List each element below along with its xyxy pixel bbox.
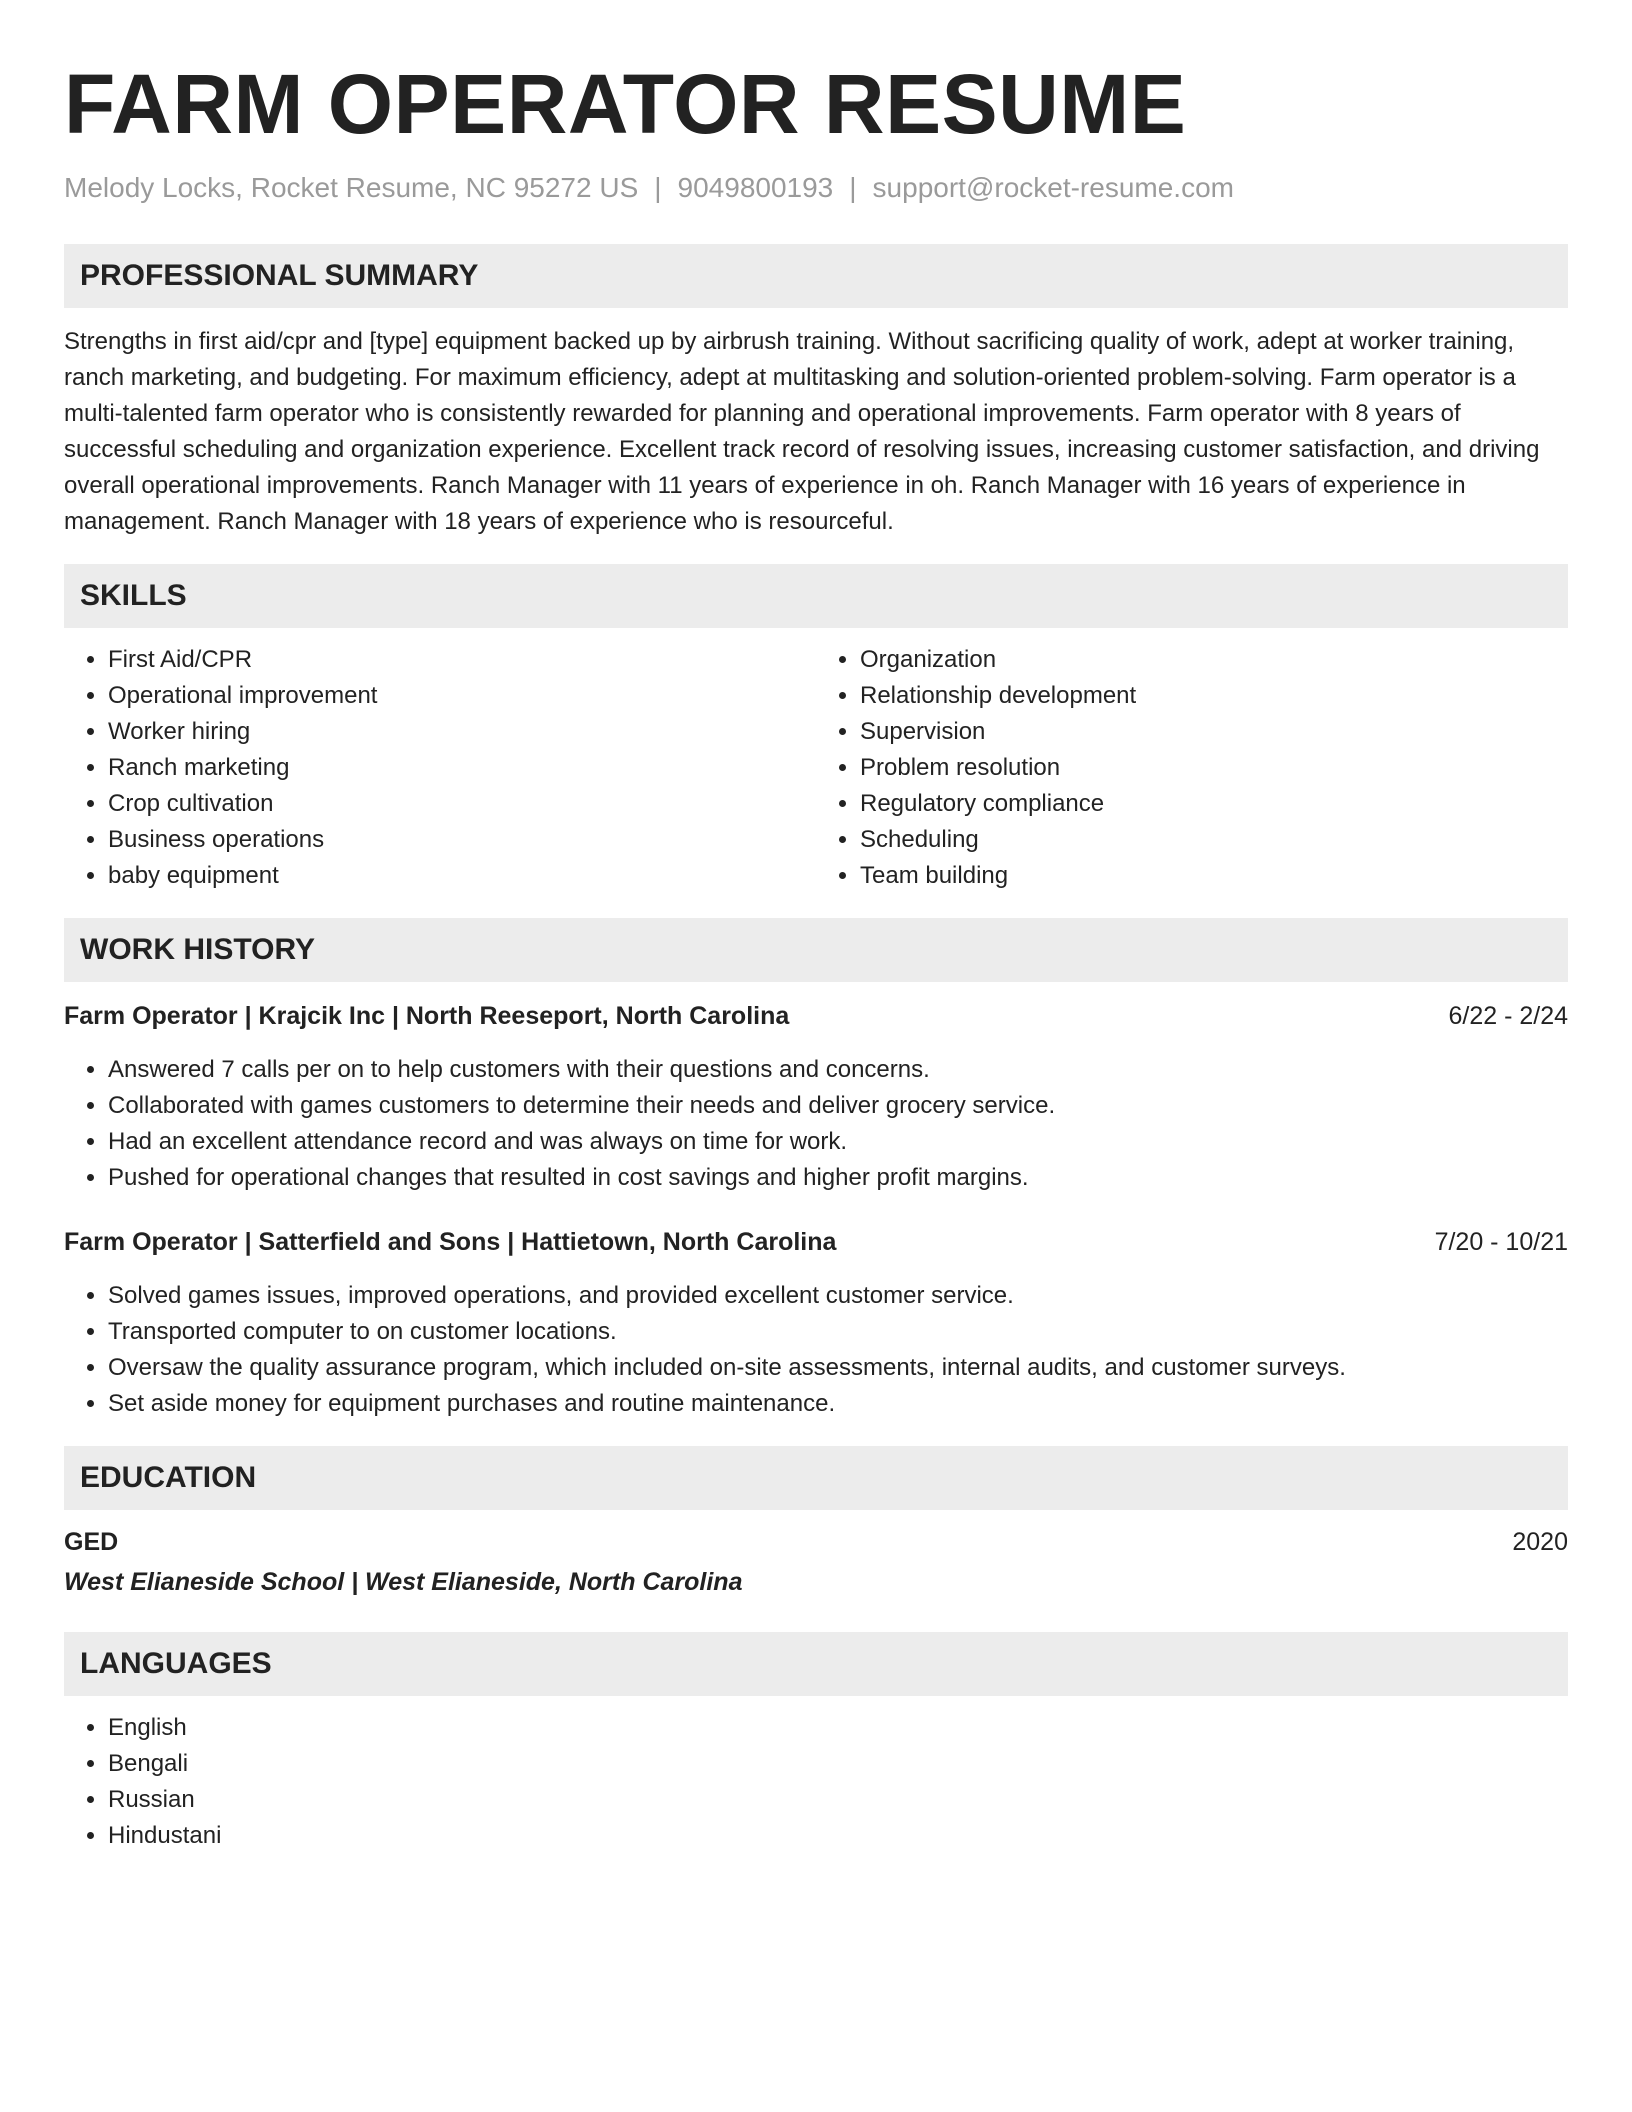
skill-item: • Scheduling xyxy=(860,822,1568,858)
job-bullets xyxy=(64,1278,1568,1422)
education-entry xyxy=(64,1524,1568,1600)
contact-line xyxy=(64,170,1568,206)
job-header xyxy=(64,998,1568,1034)
section-header-education: EDUCATION xyxy=(64,1446,1568,1510)
languages-list xyxy=(64,1710,1568,1854)
skill-item: • baby equipment xyxy=(108,858,816,894)
job-header xyxy=(64,1224,1568,1260)
job-entry xyxy=(64,1224,1568,1422)
skill-item: • Relationship development xyxy=(860,678,1568,714)
job-bullet: • Had an excellent attendance record and was always on time for work. xyxy=(108,1124,1568,1160)
skill-item: • Crop cultivation xyxy=(108,786,816,822)
skill-item: • Problem resolution xyxy=(860,750,1568,786)
contact-phone: 9049800193 xyxy=(677,172,834,203)
skill-item: • Operational improvement xyxy=(108,678,816,714)
job-bullet: • Transported computer to on customer locations. xyxy=(108,1314,1568,1350)
education-degree: GED xyxy=(64,1528,119,1556)
section-header-summary: PROFESSIONAL SUMMARY xyxy=(64,244,1568,308)
section-header-languages: LANGUAGES xyxy=(64,1632,1568,1696)
page-title: FARM OPERATOR RESUME xyxy=(64,57,1187,151)
skill-item: • Worker hiring xyxy=(108,714,816,750)
job-title: Farm Operator | Satterfield and Sons | Hattietown, North Carolina xyxy=(64,1228,837,1256)
skill-item: • Team building xyxy=(860,858,1568,894)
language-item: • English xyxy=(108,1710,1568,1746)
job-bullet: • Oversaw the quality assurance program, which included on-site assessments, internal audits, and customer surveys. xyxy=(108,1350,1568,1386)
education-year: 2020 xyxy=(1512,1528,1568,1556)
job-dates: 6/22 - 2/24 xyxy=(1448,1002,1568,1030)
skill-item: • First Aid/CPR xyxy=(108,642,816,678)
skills-column-left xyxy=(64,642,816,894)
skills-list xyxy=(64,642,1568,894)
job-bullet: • Answered 7 calls per on to help customers with their questions and concerns. xyxy=(108,1052,1568,1088)
contact-address: Melody Locks, Rocket Resume, NC 95272 US xyxy=(64,172,639,203)
job-bullets xyxy=(64,1052,1568,1196)
job-entry xyxy=(64,998,1568,1196)
language-item: • Hindustani xyxy=(108,1818,1568,1854)
job-bullet: • Solved games issues, improved operations, and provided excellent customer service. xyxy=(108,1278,1568,1314)
contact-separator: | xyxy=(654,172,662,203)
skills-column-right xyxy=(816,642,1568,894)
skill-item: • Regulatory compliance xyxy=(860,786,1568,822)
skill-item: • Business operations xyxy=(108,822,816,858)
job-bullet: • Collaborated with games customers to determine their needs and deliver grocery service. xyxy=(108,1088,1568,1124)
education-school: West Elianeside School | West Elianeside, North Carolina xyxy=(64,1568,743,1596)
skill-item: • Supervision xyxy=(860,714,1568,750)
job-bullet: • Pushed for operational changes that resulted in cost savings and higher profit margins. xyxy=(108,1160,1568,1196)
skill-item: • Ranch marketing xyxy=(108,750,816,786)
skill-item: • Organization xyxy=(860,642,1568,678)
summary-text: Strengths in first aid/cpr and [type] equipment backed up by airbrush training. Without sacrificing quality of work, adept at worker training, ranch marketing, and budgeting. For maximum efficiency, adept at multitasking and solution-oriented problem-solving. Farm operator is a multi-talented farm operator who is consistently rewarded for planning and operational improvements. Farm operator with 8 years of successful scheduling and organization experience. Excellent track record of resolving issues, increasing customer satisfaction, and driving overall operational improvements. Ranch Manager with 11 years of experience in oh. Ranch Manager with 16 years of experience in management. Ranch Manager with 18 years of experience who is resourceful. xyxy=(64,328,1540,535)
education-header xyxy=(64,1524,1568,1560)
job-bullet: • Set aside money for equipment purchases and routine maintenance. xyxy=(108,1386,1568,1422)
contact-separator: | xyxy=(849,172,857,203)
job-dates: 7/20 - 10/21 xyxy=(1434,1228,1568,1256)
section-header-skills: SKILLS xyxy=(64,564,1568,628)
language-item: • Bengali xyxy=(108,1746,1568,1782)
section-header-work-history: WORK HISTORY xyxy=(64,918,1568,982)
language-item: • Russian xyxy=(108,1782,1568,1818)
contact-email: support@rocket-resume.com xyxy=(872,172,1234,203)
job-title: Farm Operator | Krajcik Inc | North Reeseport, North Carolina xyxy=(64,1002,790,1030)
